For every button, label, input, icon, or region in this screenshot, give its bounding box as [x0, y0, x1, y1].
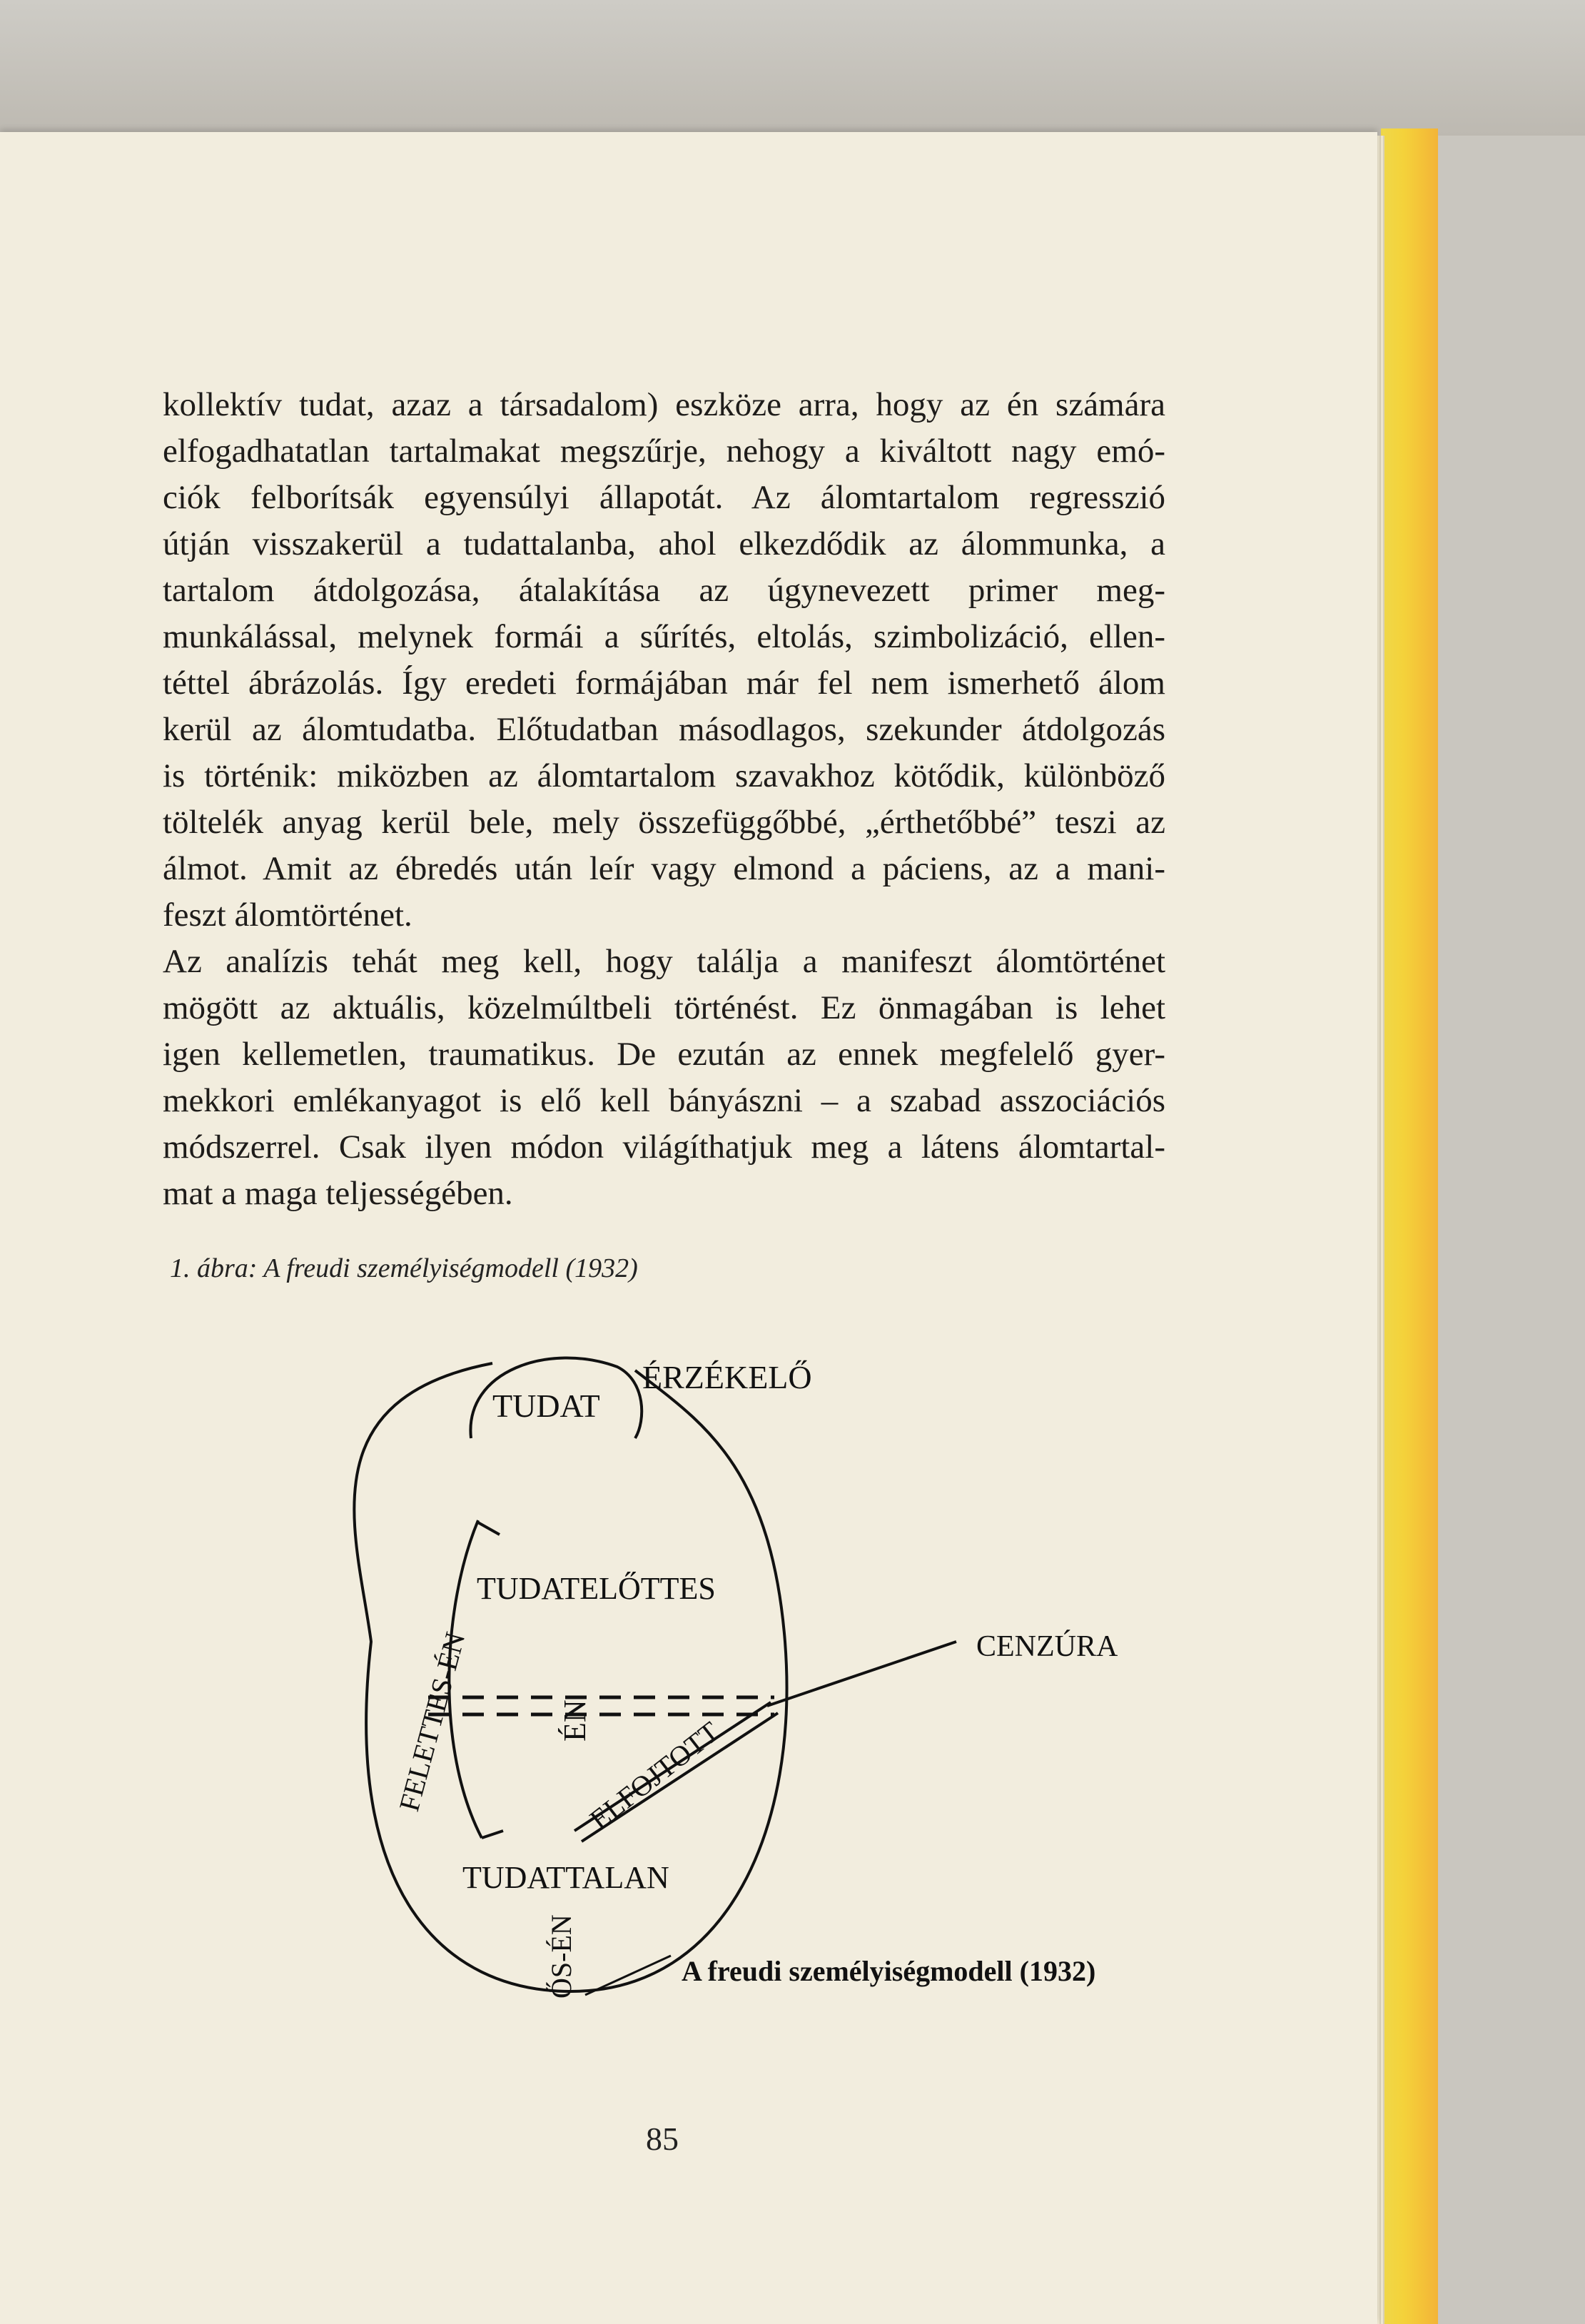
label-os-en: ŐS-ÉN — [545, 1914, 577, 1999]
label-tudattalan: TUDATTALAN — [462, 1860, 669, 1895]
text-line: ciók felborítsák egyensúlyi állapotát. Az álomtartalom regresszió — [163, 479, 1165, 516]
text-line: mat a maga teljességében. — [163, 1175, 513, 1212]
cenzura-pointer — [767, 1642, 956, 1706]
label-elfojtott: ELFOJTOTT — [583, 1715, 726, 1837]
text-line: töltelék anyag kerül bele, mely összefüggőbbé, „érthetőbbé” teszi az — [163, 804, 1165, 841]
superego-tick-top — [477, 1522, 500, 1535]
label-tudat: TUDAT — [492, 1388, 600, 1424]
text-line: igen kellemetlen, traumatikus. De ezután az ennek megfelelő gyer- — [163, 1036, 1165, 1073]
label-erzekelo: ÉRZÉKELŐ — [642, 1359, 812, 1395]
label-en: ÉN — [557, 1699, 592, 1742]
text-line: munkálással, melynek formái a sűrítés, eltolás, szimbolizáció, ellen- — [163, 618, 1165, 655]
os-en-pointer — [585, 1956, 671, 1995]
page-number: 85 — [646, 2121, 679, 2157]
label-cenzura: CENZÚRA — [976, 1630, 1118, 1663]
text-line: módszerrel. Csak ilyen módon világíthatjuk meg a látens álomtartal- — [163, 1128, 1165, 1166]
superego-tick-bottom — [482, 1831, 503, 1838]
figure-caption: 1. ábra: A freudi személyiségmodell (1932) — [170, 1253, 638, 1283]
label-felettes-en: FELETTES-ÉN — [393, 1628, 472, 1815]
text-line: kerül az álomtudatba. Előtudatban másodlagos, szekunder átdolgozás — [163, 711, 1165, 748]
diagram-title: A freudi személyiségmodell (1932) — [682, 1955, 1096, 1987]
text-line: útján visszakerül a tudattalanba, ahol elkezdődik az álommunka, a — [163, 525, 1165, 562]
text-line: is történik: miközben az álomtartalom szavakhoz kötődik, különböző — [163, 757, 1165, 794]
text-line: tartalom átdolgozása, átalakítása az úgynevezett primer meg- — [163, 572, 1165, 609]
text-line: kollektív tudat, azaz a társadalom) eszköze arra, hogy az én számára — [163, 386, 1165, 423]
text-line: álmot. Amit az ébredés után leír vagy elmond a páciens, az a mani- — [163, 850, 1165, 887]
text-line: mekkori emlékanyagot is elő kell bányászni – a szabad asszociációs — [163, 1082, 1165, 1119]
text-line: elfogadhatatlan tartalmakat megszűrje, nehogy a kiváltott nagy emó- — [163, 433, 1165, 470]
text-line: Az analízis tehát meg kell, hogy találja a manifeszt álomtörténet — [163, 943, 1165, 980]
text-line: mögött az aktuális, közelmúltbeli történést. Ez önmagában is lehet — [163, 989, 1165, 1026]
egg-outline — [354, 1363, 786, 1991]
label-tudateloettes: TUDATELŐTTES — [477, 1571, 716, 1606]
text-line: téttel ábrázolás. Így eredeti formájában már fel nem ismerhető álom — [163, 665, 1165, 702]
text-line: feszt álomtörténet. — [163, 896, 412, 934]
